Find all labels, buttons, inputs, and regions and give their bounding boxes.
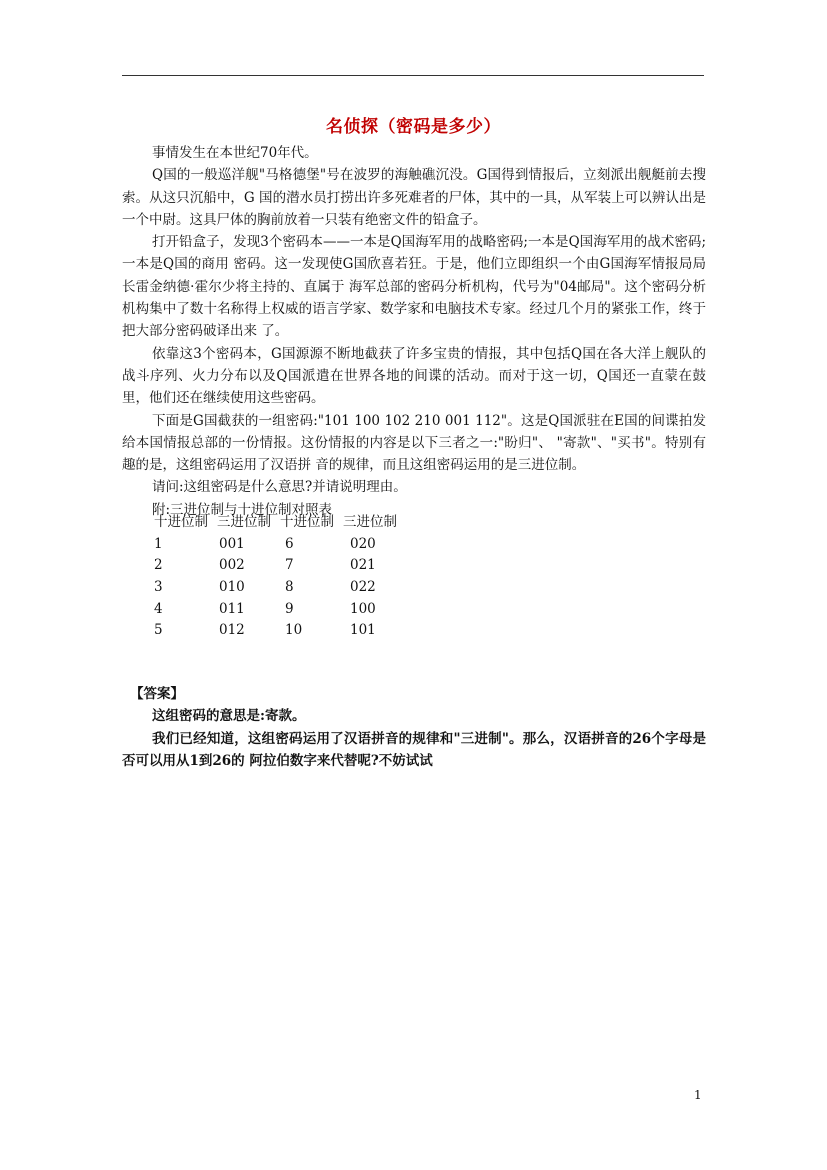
table-cell: 6 (285, 535, 294, 552)
table-cell: 10 (285, 622, 303, 639)
table-cell: 012 (219, 622, 245, 639)
table-cell: 4 (154, 600, 163, 617)
page-number: 1 (694, 1088, 702, 1102)
conversion-table (154, 512, 420, 642)
table-cell: 020 (350, 535, 376, 552)
paragraph: 事情发生在本世纪70年代。 (152, 145, 318, 161)
page-title: 名侦探（密码是多少） (326, 117, 501, 137)
table-cell: 011 (219, 600, 245, 617)
table-header-row (154, 512, 420, 534)
table-cell: 9 (285, 600, 294, 617)
table-header: 三进位制 (343, 514, 397, 530)
table-cell: 001 (219, 535, 245, 552)
table-cell: 010 (219, 579, 245, 596)
table-cell: 8 (285, 579, 294, 596)
table-header: 十进位制 (280, 514, 334, 530)
table-row (154, 620, 420, 642)
paragraph: Q国的一般巡洋舰"马格德堡"号在波罗的海触礁沉没。G国得到情报后，立刻派出舰艇前去搜索。从这只沉船中，G 国的潜水员打捞出许多死难者的尸体，其中的一具，从军装上可以辨认出是一个中尉。这具尸体的胸前放着一只装有绝密文件的铅盒子。 (122, 167, 706, 228)
table-cell: 002 (219, 557, 245, 574)
paragraph: 依靠这3个密码本，G国源源不断地截获了许多宝贵的情报，其中包括Q国在各大洋上舰队的战斗序列、火力分布以及Q国派遣在世界各地的间谍的活动。而对于这一切，Q国还一直蒙在鼓里，他们还在继续使用这些密码。 (122, 345, 706, 407)
table-row (154, 534, 420, 556)
table-cell: 022 (350, 579, 376, 596)
header-rule (122, 75, 704, 76)
table-header: 十进位制 (154, 514, 208, 530)
paragraph: 下面是G国截获的一组密码:"101 100 102 210 001 112"。这是Q国派驻在E国的间谍拍发给本国情报总部的一份情报。这份情报的内容是以下三者之一:"盼归"、 "寄款"、"买书"。特别有趣的是，这组密码运用了汉语拼 音的规律，而且这组密码运用的是三进位制。 (122, 412, 706, 474)
table-row (154, 555, 420, 577)
table-row (154, 599, 420, 621)
table-cell: 101 (350, 622, 376, 639)
table-cell: 2 (154, 557, 163, 574)
answer-line: 我们已经知道，这组密码运用了汉语拼音的规律和"三进制"。那么，汉语拼音的26个字母是否可以用从1到26的 阿拉伯数字来代替呢?不妨试试 (122, 730, 706, 769)
answer-line: 这组密码的意思是:寄款。 (152, 708, 306, 725)
answer-label: 【答案】 (130, 686, 184, 702)
table-cell: 1 (154, 535, 163, 552)
paragraph: 请问:这组密码是什么意思?并请说明理由。 (152, 479, 407, 496)
answer-section (122, 683, 706, 772)
paragraph: 附:三进位制与十进位制对照表 (152, 501, 333, 518)
table-row (154, 577, 420, 599)
table-cell: 5 (154, 622, 163, 639)
table-cell: 021 (350, 557, 376, 574)
paragraph: 打开铅盒子，发现3个密码本——一本是Q国海军用的战略密码;一本是Q国海军用的战术密码;一本是Q国的商用 密码。这一发现使G国欣喜若狂。于是，他们立即组织一个由G国海军情报局局长雷金纳德·霍尔少将主持的、直属于 海军总部的密码分析机构，代号为"04邮局"。这个密码分析机构集中了数十名称得上权威的语言学家、数学家和电脑技术专家。经过几个月的紧张工作，终于把大部分密码破译出来 了。 (122, 234, 706, 340)
table-cell: 100 (350, 600, 376, 617)
table-cell: 3 (154, 579, 163, 596)
body-text (122, 142, 706, 521)
table-cell: 7 (285, 557, 294, 574)
table-header: 三进位制 (217, 514, 271, 530)
